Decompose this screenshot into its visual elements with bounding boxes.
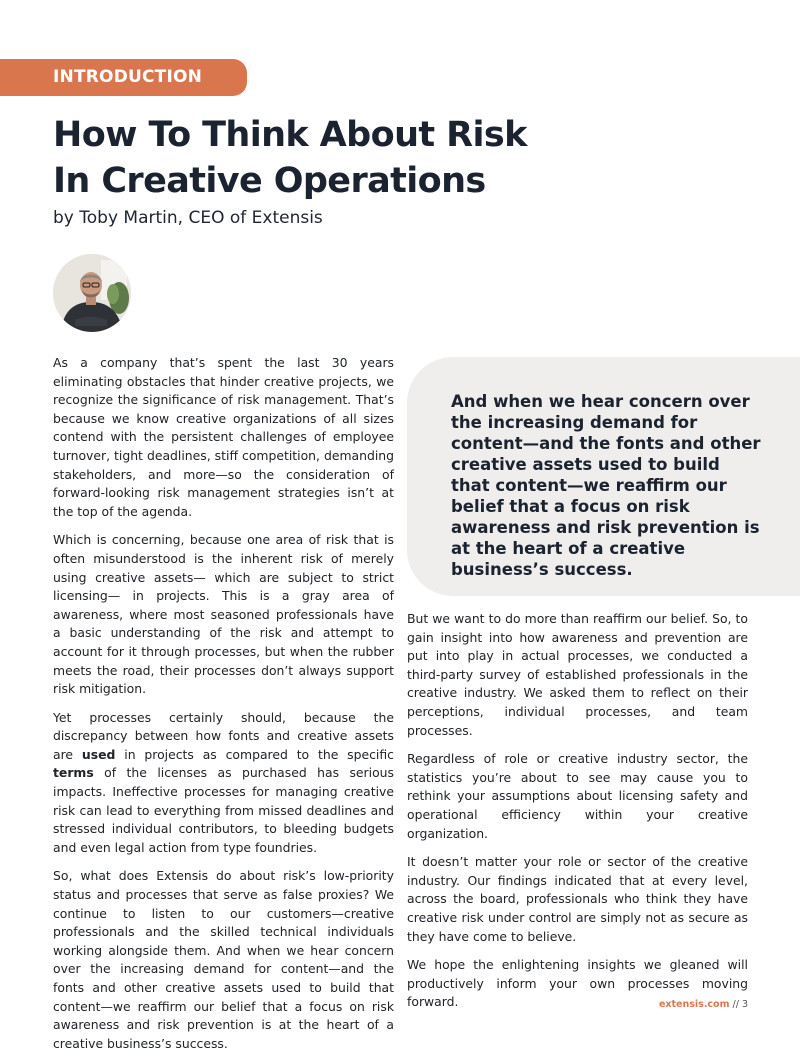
footer-separator: // — [729, 999, 742, 1010]
emphasis-terms: terms — [53, 765, 94, 781]
title-line-2: In Creative Operations — [53, 161, 486, 201]
paragraph: But we want to do more than reaffirm our belief. So, to gain insight into how awareness and prevention are put into play in actual processes, we conducted a third-party survey of established professionals in the creative industry. We asked them to reflect on their perceptions, individual processes, and team processes. — [407, 611, 748, 738]
paragraph-text: of the licenses as purchased has serious impacts. Ineffective processes for managing creative risk can lead to everything from missed deadlines and stressed individual contributors, to bleeding budgets and even legal action from type foundries. — [53, 765, 394, 855]
paragraph: Regardless of role or creative industry sector, the statistics you’re about to see may cause you to rethink your assumptions about licensing safety and operational efficiency within your creative organization. — [407, 751, 748, 841]
right-column — [407, 610, 748, 1022]
section-label-tab — [0, 59, 247, 96]
paragraph: It doesn’t matter your role or sector of the creative industry. Our findings indicated that at every level, across the board, professionals who think they have creative risk under control are simply not as secure as they have come to believe. — [407, 854, 748, 944]
page-number: 3 — [741, 999, 748, 1010]
title-line-1: How To Think About Risk — [53, 115, 527, 155]
pull-quote-box — [407, 357, 800, 596]
paragraph — [53, 709, 394, 858]
paragraph-text: in projects as compared to the specific — [115, 746, 394, 762]
byline: by Toby Martin, CEO of Extensis — [53, 208, 323, 228]
paragraph: Which is concerning, because one area of risk that is often misunderstood is the inherent risk of merely using creative assets— which are subject to strict licensing— in projects. This is a gray area of awareness, where most seasoned professionals have a basic understanding of the risk and attempt to account for it through processes, but when the rubber meets the road, their processes don’t always support risk mitigation. — [53, 532, 394, 697]
pull-quote: And when we hear concern over the increasing demand for content—and the fonts and other creative assets used to build that content—we reaffirm our belief that a focus on risk awareness and risk prevention is at the heart of a creative business’s success. — [451, 392, 761, 579]
paragraph: As a company that’s spent the last 30 years eliminating obstacles that hinder creative projects, we recognize the significance of risk management. That’s because we know creative organizations of all sizes contend with the persistent challenges of employee turnover, tight deadlines, stiff competition, demanding stakeholders, and more—so the consideration of forward-looking risk management strategies isn’t at the top of the agenda. — [53, 355, 394, 519]
page-title — [53, 112, 573, 204]
page-footer — [659, 999, 748, 1010]
site-link[interactable]: extensis.com — [658, 999, 730, 1010]
paragraph: We hope the enlightening insights we gleaned will productively inform your own processes moving forward. — [407, 957, 748, 1010]
section-label: INTRODUCTION — [53, 67, 203, 87]
author-portrait-icon — [53, 254, 131, 332]
left-column — [53, 354, 394, 1063]
paragraph-text: Yet processes certainly should, because the discrepancy between how fonts and creative assets are — [53, 709, 394, 762]
author-photo — [53, 254, 131, 332]
emphasis-used: used — [81, 746, 116, 762]
paragraph: So, what does Extensis do about risk’s low-priority status and processes that serve as false proxies? We continue to listen to our customers—creative professionals and the skilled technical individuals working alongside them. And when we hear concern over the increasing demand for content—and the fonts and other creative assets used to build that content—we reaffirm our belief that a focus on risk awareness and risk prevention is at the heart of a creative business’s success. — [53, 868, 394, 1051]
